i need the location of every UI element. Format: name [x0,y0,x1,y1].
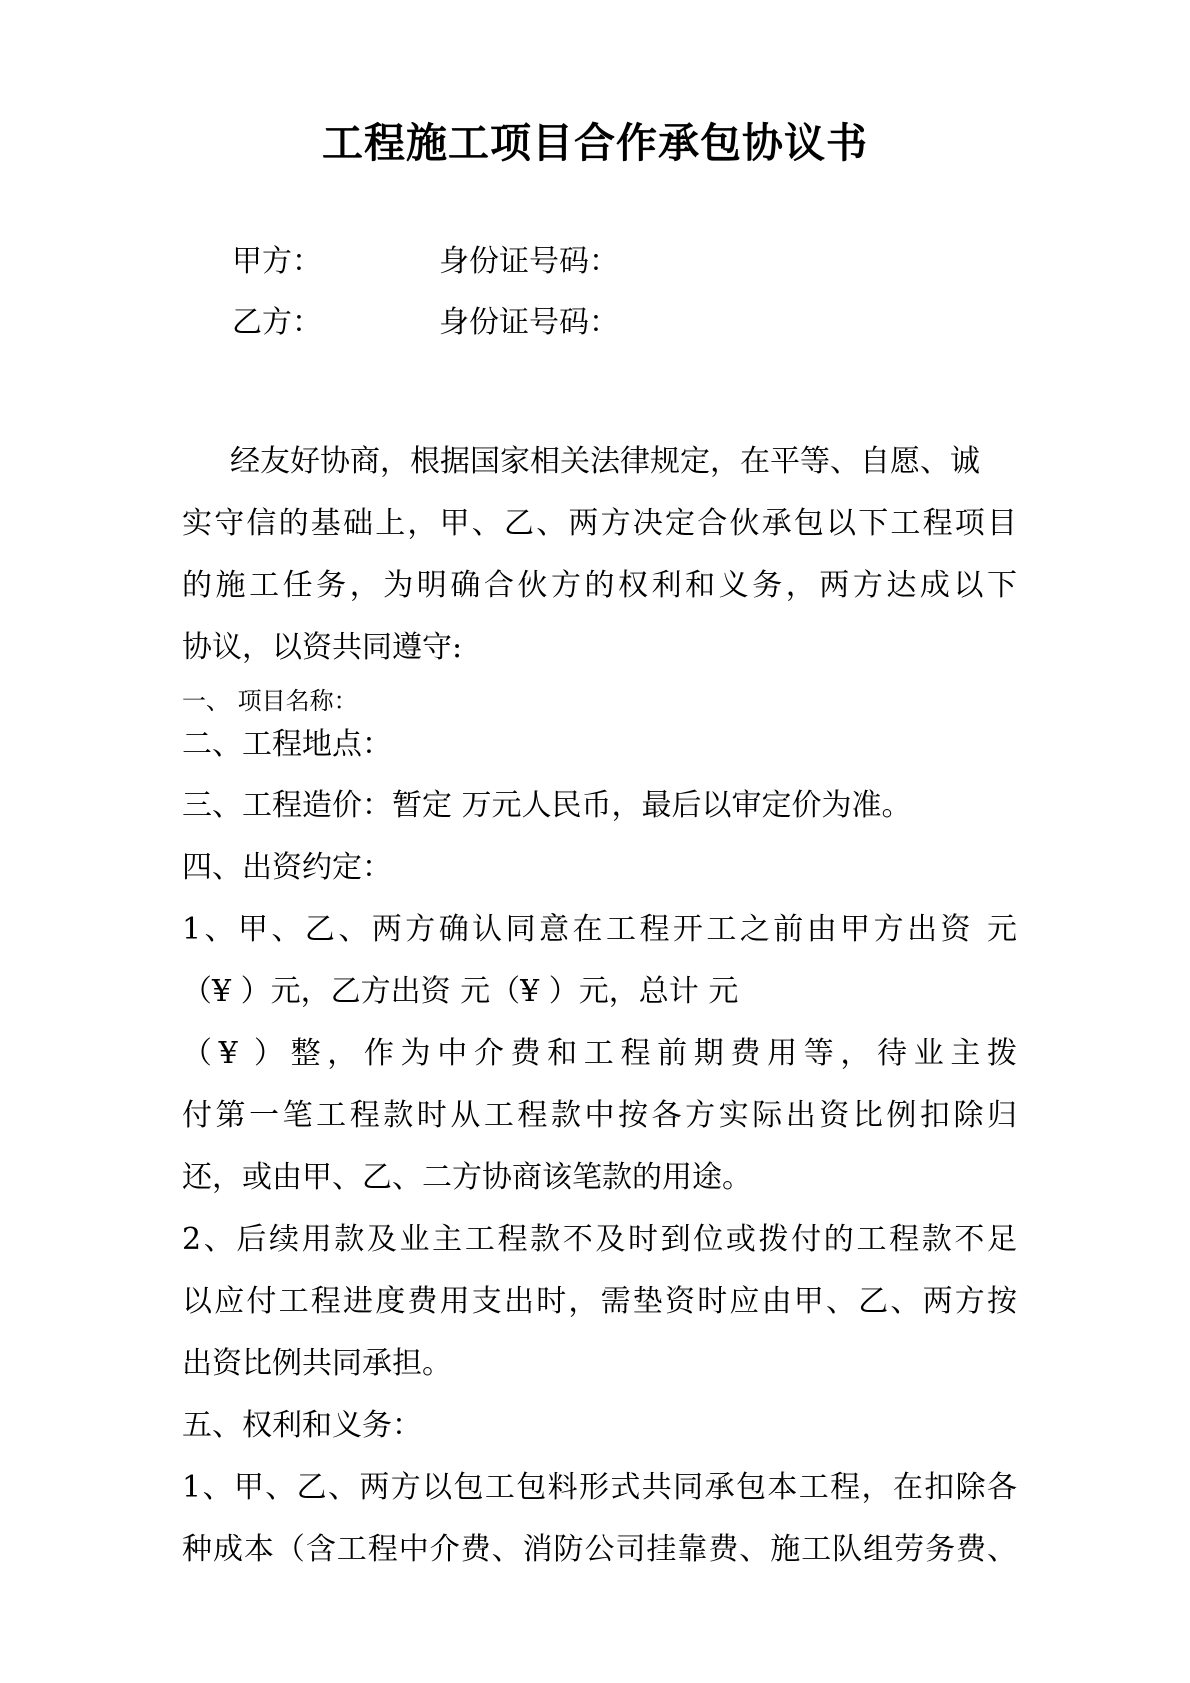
clause-5-1-line: 1、甲、乙、两方以包工包料形式共同承包本工程，在扣除各 [182,1470,1017,1505]
clause-4-1-line: （¥ ）整，作为中介费和工程前期费用等，待业主拨 [182,1036,1017,1071]
party-b-row [232,297,619,341]
party-a-label: 甲方： [232,244,322,279]
preamble-line: 实守信的基础上，甲、乙、两方决定合伙承包以下工程项目 [182,506,1017,541]
clause-5-1-line: 种成本（含工程中介费、消防公司挂靠费、施工队组劳务费、 [182,1532,1017,1567]
section-project-name: 一、 项目名称： [182,687,358,715]
clause-4-1-line: 还，或由甲、乙、二方协商该笔款的用途。 [182,1160,752,1195]
clause-4-2-line: 2、后续用款及业主工程款不及时到位或拨付的工程款不足 [182,1222,1017,1257]
party-b-id-label: 身份证号码： [439,305,619,340]
party-b-label: 乙方： [232,305,322,340]
section-project-cost: 三、工程造价：暂定 万元人民币，最后以审定价为准。 [182,788,912,823]
party-a-id-label: 身份证号码： [439,244,619,279]
preamble-line: 协议，以资共同遵守: [182,630,463,665]
section-project-location: 二、工程地点： [182,727,392,762]
section-rights-heading: 五、权利和义务： [182,1408,422,1443]
section-investment-heading: 四、出资约定： [182,850,392,885]
clause-4-1-line: 付第一笔工程款时从工程款中按各方实际出资比例扣除归 [182,1098,1017,1133]
clause-4-1-line: （¥ ）元，乙方出资 元（¥ ）元，总计 元 [182,974,739,1009]
clause-4-2-line: 以应付工程进度费用支出时，需垫资时应由甲、乙、两方按 [182,1284,1017,1319]
clause-4-2-line: 出资比例共同承担。 [182,1346,452,1381]
preamble-line: 经友好协商，根据国家相关法律规定，在平等、自愿、诚 [230,444,980,479]
party-a-row [232,236,619,280]
preamble-line: 的施工任务，为明确合伙方的权利和义务，两方达成以下 [182,568,1017,603]
document-title: 工程施工项目合作承包协议书 [322,119,868,167]
clause-4-1-line: 1、甲、乙、两方确认同意在工程开工之前由甲方出资 元 [182,912,1017,947]
